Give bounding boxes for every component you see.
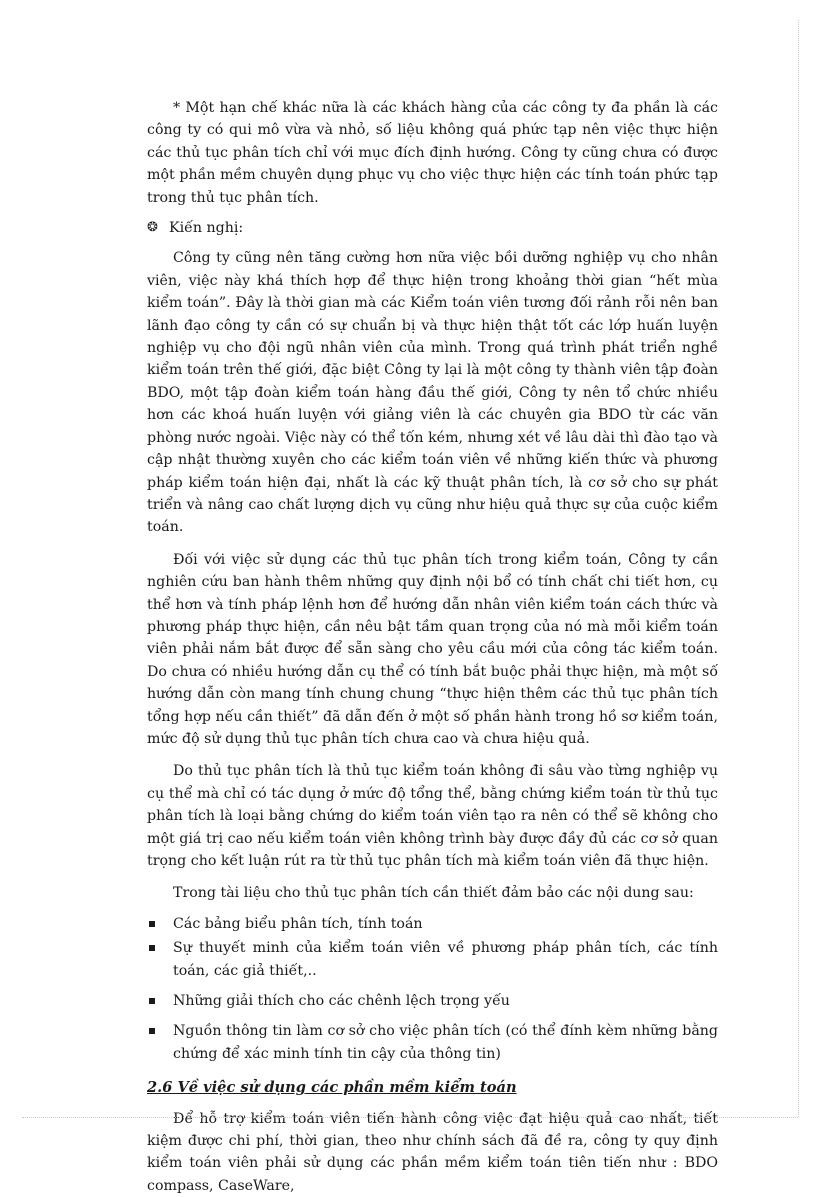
paragraph-limitation: * Một hạn chế khác nữa là các khách hàng của các công ty đa phần là các công ty có qui mô vừa và nhỏ, số liệu không quá phức tạp nên việc thực hiện các thủ tục phân tích chỉ với mục đích định hướng. Công ty cũng chưa có được một phần mềm chuyên dụng phục vụ cho việc thực hiện các tính toán phức tạp trong thủ tục phân tích.	[147, 100, 718, 206]
list-item	[147, 913, 718, 935]
paragraph-requirements-intro: Trong tài liệu cho thủ tục phân tích cần thiết đảm bảo các nội dung sau:	[173, 885, 694, 902]
list-item	[147, 990, 718, 1012]
recommendation-heading	[147, 217, 718, 239]
flower-bullet-icon: ❂	[147, 220, 158, 236]
list-item-text: Những giải thích cho các chênh lệch trọng yếu	[173, 993, 510, 1010]
list-item-text: Các bảng biểu phân tích, tính toán	[173, 915, 423, 932]
paragraph-regulations: Đối với việc sử dụng các thủ tục phân tích trong kiểm toán, Công ty cần nghiên cứu ban hành thêm những quy định nội bổ có tính chất chi tiết hơn, cụ thể hơn và tính pháp lệnh hơn để hướng dẫn nhân viên kiểm toán cách thức và phương pháp thực hiện, cần nêu bật tầm quan trọng của nó mà mỗi kiểm toán viên phải nắm bắt được để sẵn sàng cho yêu cầu mới của công tác kiểm toán. Do chưa có nhiều hướng dẫn cụ thể có tính bắt buộc phải thực hiện, mà một số hướng dẫn còn mang tính chung chung “thực hiện thêm các thủ tục phân tích tổng hợp nếu cần thiết” đã dẫn đến ở một số phần hành trong hồ sơ kiểm toán, mức độ sử dụng thủ tục phân tích chưa cao và chưa hiệu quả.	[147, 551, 718, 747]
document-body	[147, 97, 718, 1197]
recommendation-label: Kiến nghị:	[169, 220, 244, 237]
square-bullet-icon	[149, 1028, 155, 1034]
list-item	[147, 937, 718, 982]
page-border-bottom	[22, 1117, 798, 1118]
square-bullet-icon	[149, 921, 155, 927]
requirements-list	[147, 913, 718, 1065]
section-heading: 2.6 Về việc sử dụng các phần mềm kiểm toán	[147, 1079, 517, 1097]
paragraph-training: Công ty cũng nên tăng cường hơn nữa việc bồi dưỡng nghiệp vụ cho nhân viên, việc này khá thích hợp để thực hiện trong khoảng thời gian “hết mùa kiểm toán”. Đây là thời gian mà các Kiểm toán viên tương đối rảnh rỗi nên ban lãnh đạo công ty cần có sự chuẩn bị và thực hiện thật tốt các lớp huấn luyện nghiệp vụ cho đội ngũ nhân viên của mình. Trong quá trình phát triển nghề kiểm toán trên thế giới, đặc biệt Công ty lại là một công ty thành viên tập đoàn BDO, một tập đoàn kiểm toán hàng đầu thế giới, Công ty nên tổ chức nhiều hơn các khoá huấn luyện với giảng viên là các chuyên gia BDO từ các văn phòng nước ngoài. Việc này có thể tốn kém, nhưng xét về lâu dài thì đào tạo và cập nhật thường xuyên cho các kiểm toán viên về những kiến thức và phương pháp kiểm toán hiện đại, nhất là các kỹ thuật phân tích, là cơ sở cho sự phát triển và nâng cao chất lượng dịch vụ cũng như hiệu quả thực sự của cuộc kiểm toán.	[147, 250, 718, 536]
list-item-text: Sự thuyết minh của kiểm toán viên về phương pháp phân tích, các tính toán, các giả thiết,..	[173, 940, 718, 979]
list-item-text: Nguồn thông tin làm cơ sở cho việc phân tích (có thể đính kèm những bằng chứng để xác minh tính tin cậy của thông tin)	[173, 1023, 718, 1062]
square-bullet-icon	[149, 998, 155, 1004]
square-bullet-icon	[149, 945, 155, 951]
page-border-right	[798, 20, 799, 1117]
paragraph-software: Để hỗ trợ kiểm toán viên tiến hành công việc đạt hiệu quả cao nhất, tiết kiệm được chi phí, thời gian, theo như chính sách đã đề ra, công ty quy định kiểm toán viên phải sử dụng các phần mềm kiểm toán tiên tiến như : BDO compass, CaseWare,	[147, 1110, 718, 1194]
list-item	[147, 1020, 718, 1065]
paragraph-evidence: Do thủ tục phân tích là thủ tục kiểm toán không đi sâu vào từng nghiệp vụ cụ thể mà chỉ có tác dụng ở mức độ tổng thể, bằng chứng kiểm toán từ thủ tục phân tích là loại bằng chứng do kiểm toán viên tạo ra nên có thể sẽ không cho một giá trị cao nếu kiểm toán viên không trình bày được đầy đủ các cơ sở quan trọng cho kết luận rút ra từ thủ tục phân tích mà kiểm toán viên đã thực hiện.	[147, 763, 718, 869]
